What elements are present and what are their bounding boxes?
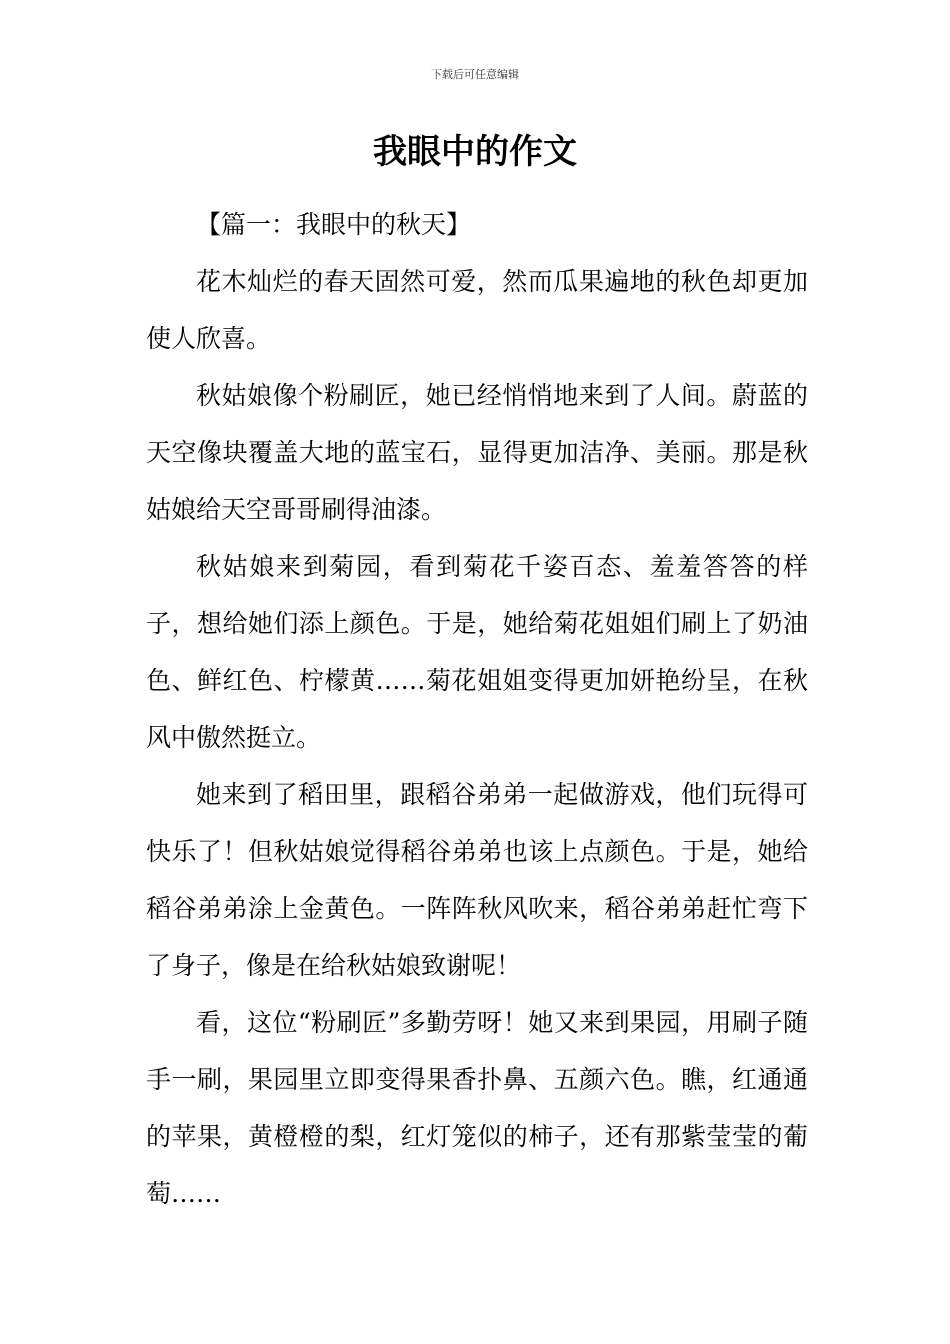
paragraph: 花木灿烂的春天固然可爱，然而瓜果遍地的秋色却更加使人欣喜。: [146, 267, 808, 353]
page-title: 我眼中的作文: [373, 132, 577, 172]
paragraph: 看，这位“粉刷匠”多勤劳呀！她又来到果园，用刷子随手一刷，果园里立即变得果香扑鼻、五颜六色。瞧，红通通的苹果，黄橙橙的梨，红灯笼似的柿子，还有那紫莹莹的葡萄……: [146, 1008, 808, 1208]
document-body: [146, 196, 808, 1222]
section-heading: 【篇一：我眼中的秋天】: [196, 210, 472, 239]
paragraph: 她来到了稻田里，跟稻谷弟弟一起做游戏，他们玩得可快乐了！但秋姑娘觉得稻谷弟弟也该上点颜色。于是，她给稻谷弟弟涂上金黄色。一阵阵秋风吹来，稻谷弟弟赶忙弯下了身子，像是在给秋姑娘致谢呢！: [146, 780, 808, 980]
paragraph: 秋姑娘像个粉刷匠，她已经悄悄地来到了人间。蔚蓝的天空像块覆盖大地的蓝宝石，显得更加洁净、美丽。那是秋姑娘给天空哥哥刷得油漆。: [146, 381, 808, 524]
header-note: 下载后可任意编辑: [431, 68, 519, 81]
paragraph: 秋姑娘来到菊园，看到菊花千姿百态、羞羞答答的样子，想给她们添上颜色。于是，她给菊花姐姐们刷上了奶油色、鲜红色、柠檬黄……菊花姐姐变得更加妍艳纷呈，在秋风中傲然挺立。: [146, 552, 808, 752]
